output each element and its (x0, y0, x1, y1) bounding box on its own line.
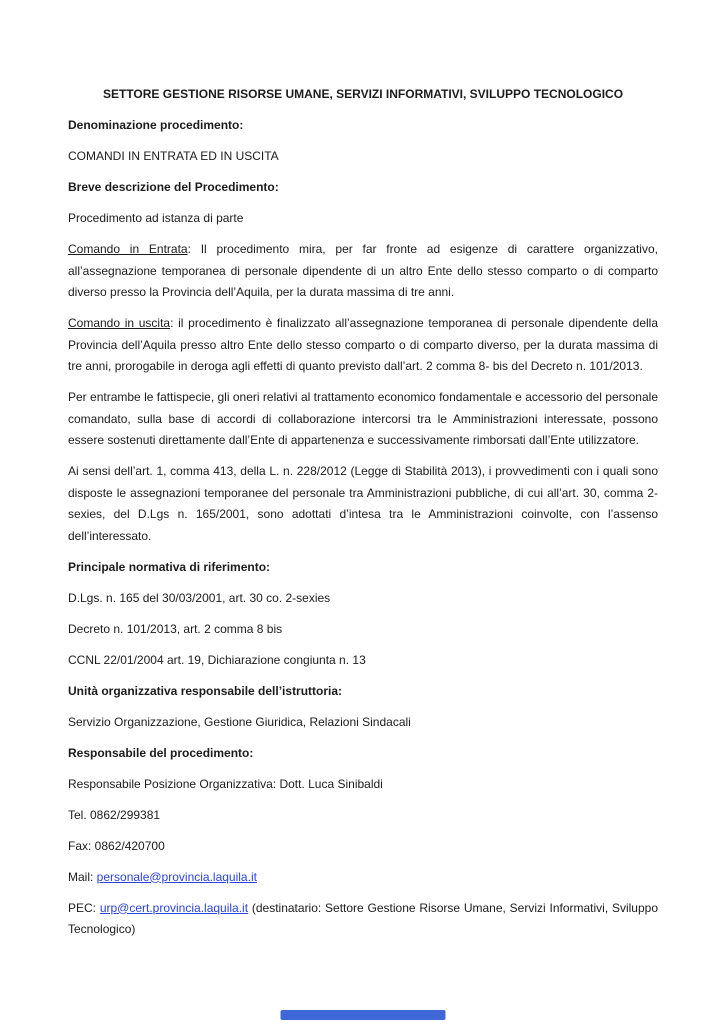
pec-destinatario-text: (destinatario: Settore Gestione Risorse Umane, Servizi Informativi, Sviluppo Tecnologico) (68, 900, 658, 936)
responsabile-value: Responsabile Posizione Organizzativa: Dott. Luca Sinibaldi (68, 776, 383, 791)
page-progress-bar (280, 1010, 445, 1020)
heading-responsabile-procedimento: Responsabile del procedimento: (68, 745, 254, 760)
paragraph-comando-in-uscita (68, 313, 658, 378)
mail-line (68, 867, 658, 889)
mail-label: Mail: (68, 869, 97, 884)
paragraph-comando-in-entrata (68, 239, 658, 304)
normativa-item-dlgs: D.Lgs. n. 165 del 30/03/2001, art. 30 co. 2-sexies (68, 590, 331, 605)
mail-link[interactable]: personale@provincia.laquila.it (96, 869, 257, 884)
denominazione-value: COMANDI IN ENTRATA ED IN USCITA (68, 149, 279, 163)
pec-line (68, 898, 658, 941)
heading-denominazione-procedimento: Denominazione procedimento: (68, 118, 244, 132)
heading-normativa-riferimento: Principale normativa di riferimento: (68, 559, 271, 574)
pec-label: PEC: (68, 900, 100, 915)
normativa-item-decreto: Decreto n. 101/2013, art. 2 comma 8 bis (68, 621, 283, 636)
unita-organizzativa-value: Servizio Organizzazione, Gestione Giuridica, Relazioni Sindacali (68, 714, 411, 729)
heading-breve-descrizione: Breve descrizione del Procedimento: (68, 180, 279, 194)
telephone-line: Tel. 0862/299381 (68, 807, 161, 822)
comando-entrata-lead: Comando in Entrata (68, 242, 188, 256)
pec-link[interactable]: urp@cert.provincia.laquila.it (99, 900, 249, 915)
paragraph-ai-sensi: Ai sensi dell’art. 1, comma 413, della L. n. 228/2012 (Legge di Stabilità 2013), i provvedimenti con i quali sono disposte le assegnazioni temporanee del personale tra Amministrazioni pubbliche, di cui all’art. 30, comma 2-sexies, del D.Lgs n. 165/2001, sono adottati d’intesa tra le Amministrazioni coinvolte, con l’assenso dell’interessato. (68, 464, 658, 543)
comando-entrata-body: Il procedimento mira, per far fronte ad esigenze di carattere organizzativo, all’assegnazione temporanea di personale dipendente di un altro Ente dello stesso comparto o di comparto diverso presso la Provincia dell’Aquila, per la durata massima di tre anni. (68, 242, 658, 299)
istanza-di-parte-text: Procedimento ad istanza di parte (68, 211, 244, 225)
comando-entrata-colon: : (187, 242, 201, 256)
heading-unita-organizzativa: Unità organizzativa responsabile dell’istruttoria: (68, 683, 343, 698)
normativa-item-ccnl: CCNL 22/01/2004 art. 19, Dichiarazione congiunta n. 13 (68, 652, 366, 667)
fax-line: Fax: 0862/420700 (68, 838, 165, 853)
comando-uscita-body: il procedimento è finalizzato all’assegnazione temporanea di personale dipendente della Provincia dell’Aquila presso altro Ente dello stesso comparto o di comparto diverso, per la durata massima di tre anni, prorogabile in deroga agli effetti di quanto previsto dall’art. 2 comma 8- bis del Decreto n. 101/2013. (68, 316, 658, 373)
document-title: SETTORE GESTIONE RISORSE UMANE, SERVIZI INFORMATIVI, SVILUPPO TECNOLOGICO (102, 87, 624, 101)
comando-uscita-colon: : (170, 316, 179, 330)
paragraph-oneri: Per entrambe le fattispecie, gli oneri relativi al trattamento economico fondamentale e accessorio del personale comandato, sulla base di accordi di collaborazione intercorsi tra le Amministrazioni interessate, possono essere sostenuti direttamente dall’Ente di appartenenza e successivamente rimborsati dall’Ente utilizzatore. (68, 390, 658, 447)
comando-uscita-lead: Comando in uscita (68, 316, 171, 330)
